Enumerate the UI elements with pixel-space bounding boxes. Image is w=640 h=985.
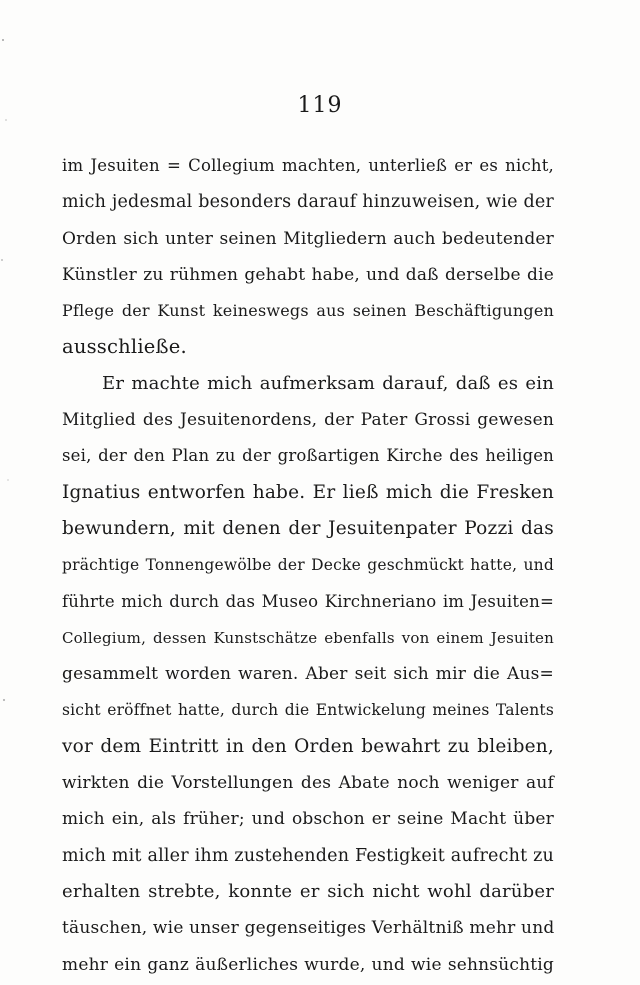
text-line: Mitglied des Jesuitenordens, der Pater Grossi gewesen bbox=[62, 410, 554, 431]
text-line: Er machte mich aufmerksam darauf, daß es ein bbox=[102, 372, 554, 394]
text-line: führte mich durch das Museo Kirchneriano im Jesuiten= bbox=[62, 591, 554, 611]
page-number: 119 bbox=[297, 93, 343, 118]
body-text bbox=[62, 148, 554, 983]
text-line: mich mit aller ihm zustehenden Festigkeit aufrecht zu bbox=[62, 845, 554, 866]
text-line: vor dem Eintritt in den Orden bewahrt zu bleiben, bbox=[62, 735, 554, 757]
text-line: Pflege der Kunst keineswegs aus seinen Beschäftigungen bbox=[62, 301, 554, 321]
text-line: Orden sich unter seinen Mitgliedern auch bedeutender bbox=[62, 228, 554, 249]
scan-edge-noise bbox=[0, 0, 14, 985]
text-line: wirkten die Vorstellungen des Abate noch weniger auf bbox=[62, 773, 554, 794]
text-line: Künstler zu rühmen gehabt habe, und daß derselbe die bbox=[62, 264, 554, 285]
text-line: ausschließe. bbox=[62, 335, 187, 359]
text-line: Ignatius entworfen habe. Er ließ mich die Fresken bbox=[62, 481, 554, 503]
text-line: Collegium, dessen Kunstschätze ebenfalls von einem Jesuiten bbox=[62, 628, 554, 647]
text-line: bewundern, mit denen der Jesuitenpater Pozzi das bbox=[62, 517, 554, 539]
text-line: mich ein, als früher; und obschon er seine Macht über bbox=[62, 809, 554, 830]
text-line: prächtige Tonnengewölbe der Decke geschmückt hatte, und bbox=[62, 556, 554, 575]
text-line: mehr ein ganz äußerliches wurde, und wie sehnsüchtig bbox=[62, 954, 554, 975]
text-line: mich jedesmal besonders darauf hinzuweisen, wie der bbox=[62, 192, 554, 213]
text-line: sei, der den Plan zu der großartigen Kirche des heiligen bbox=[62, 446, 554, 466]
text-line: sicht eröffnet hatte, durch die Entwickelung meines Talents bbox=[62, 701, 554, 720]
text-line: erhalten strebte, konnte er sich nicht wohl darüber bbox=[62, 880, 554, 902]
text-line: gesammelt worden waren. Aber seit sich mir die Aus= bbox=[62, 664, 554, 685]
text-line: im Jesuiten = Collegium machten, unterließ er es nicht, bbox=[62, 156, 554, 175]
text-line: täuschen, wie unser gegenseitiges Verhältniß mehr und bbox=[62, 918, 555, 939]
